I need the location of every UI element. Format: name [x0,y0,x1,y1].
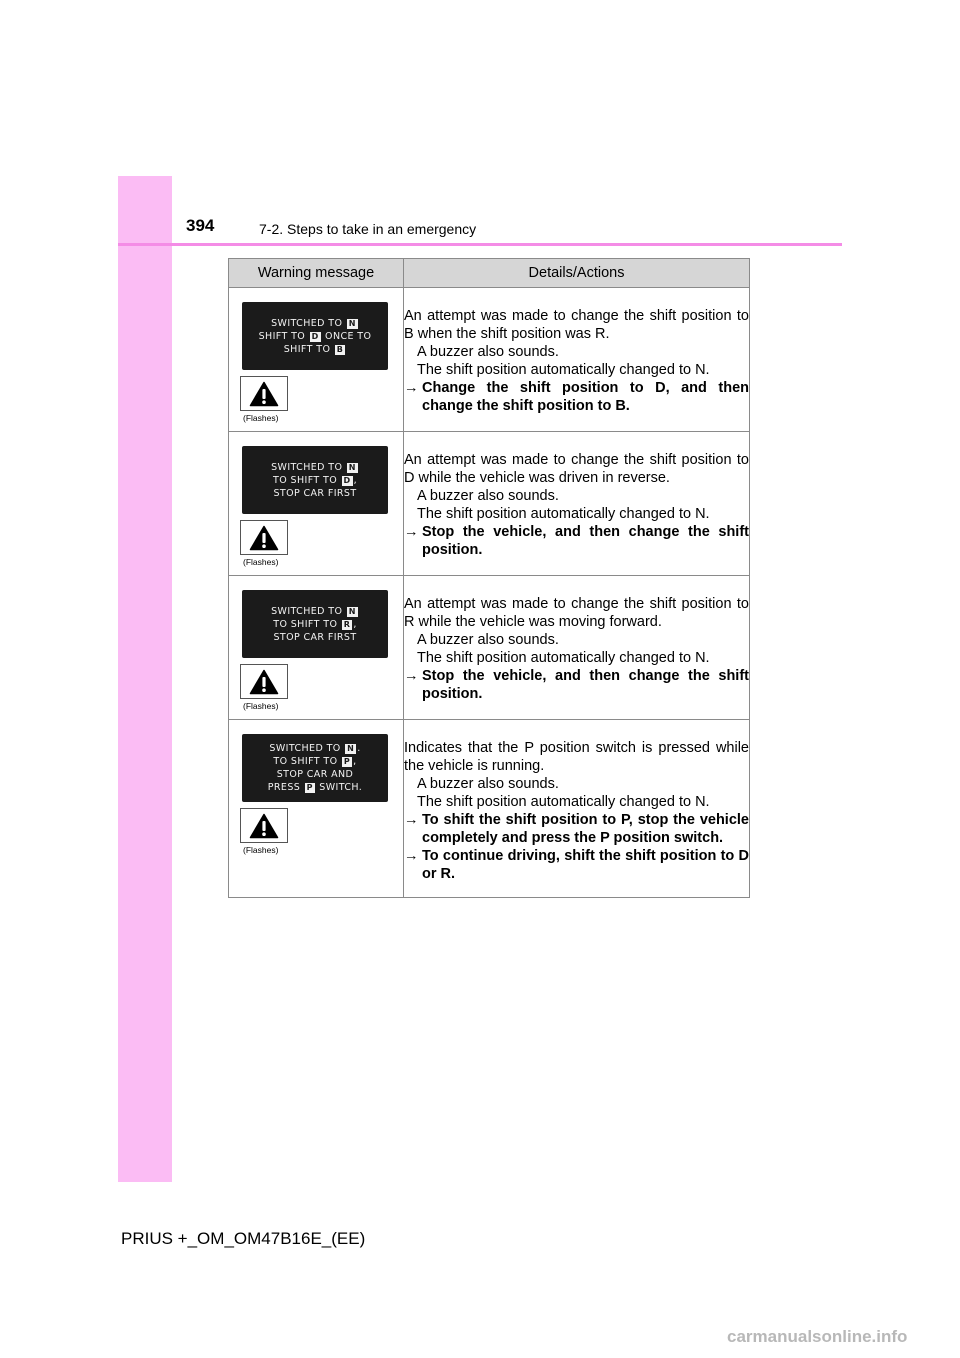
action-item [404,379,749,415]
details-text [404,451,749,559]
shift-position-box: B [336,344,344,354]
side-tab-band [118,176,172,1182]
column-header-details-actions: Details/Actions [404,259,750,288]
arrow-icon: → [404,848,419,864]
details-note: The shift position automatically changed to N. [417,506,710,522]
display-message-screen [242,446,388,514]
warning-triangle-icon [249,813,279,839]
shift-position-box: D [311,331,319,341]
screen-text: SWITCHED TO [271,605,346,617]
screen-line [271,605,359,618]
arrow-icon: → [404,524,419,540]
details-actions-cell [404,576,750,720]
warning-message-cell [229,720,404,898]
details-actions-cell [404,288,750,432]
screen-text: STOP CAR AND [276,769,354,780]
details-text [404,307,749,415]
screen-text: , [353,756,357,767]
arrow-icon: → [404,668,419,684]
shift-position-box: N [348,318,356,328]
action-item [404,523,749,559]
screen-text: SHIFT TO [283,343,334,355]
screen-text: SWITCH. [315,782,363,793]
screen-text: STOP CAR FIRST [273,631,357,643]
action-text: Stop the vehicle, and then change the shift position. [422,668,749,702]
footer-model-code: PRIUS +_OM_OM47B16E_(EE) [121,1229,366,1248]
details-note: The shift position automatically changed to N. [417,794,710,810]
table-row [229,720,750,898]
screen-line [273,618,356,631]
screen-text: , [353,474,357,486]
header-rule [118,243,842,246]
details-note: The shift position automatically changed to N. [417,650,710,666]
screen-text: TO SHIFT TO [273,474,341,486]
screen-line [268,781,362,794]
warning-triangle-icon [249,381,279,407]
screen-line [273,487,356,500]
shift-position-box: N [348,462,356,472]
page-number: 394 [186,216,215,235]
screen-line [271,317,359,330]
action-text: To shift the shift position to P, stop the vehicle completely and press the P position switch. [422,812,749,846]
warning-message-cell [229,432,404,576]
screen-line [271,461,359,474]
screen-text: , [353,618,357,630]
display-message-screen [242,302,388,370]
warning-message-cell [229,576,404,720]
details-text [404,739,749,883]
table-header-row [229,259,750,288]
details-actions-cell [404,432,750,576]
shift-position-box: D [343,475,351,485]
details-actions-cell [404,720,750,898]
screen-line [269,742,360,755]
warning-triangle-icon [249,525,279,551]
display-message-screen [242,590,388,658]
details-note: A buzzer also sounds. [417,344,559,360]
screen-text: STOP CAR FIRST [273,487,357,499]
shift-position-box: N [348,606,356,616]
table-body [229,288,750,898]
screen-text: SWITCHED TO [269,743,345,754]
flashes-label: (Flashes) [243,845,279,855]
action-item [404,847,749,883]
details-description: An attempt was made to change the shift position to B when the shift position was R. [404,308,749,342]
action-item [404,811,749,847]
screen-line [277,768,354,781]
master-warning-icon [240,376,288,411]
action-text: Change the shift position to D, and then change the shift position to B. [422,380,749,414]
display-message-screen [242,734,388,802]
details-description: An attempt was made to change the shift position to R while the vehicle was moving forward. [404,596,749,630]
screen-line [273,755,356,768]
details-note: The shift position automatically changed to N. [417,362,710,378]
warning-message-table [228,258,750,898]
table-row [229,432,750,576]
screen-line [273,631,356,644]
master-warning-icon [240,520,288,555]
shift-position-box: P [306,783,313,792]
master-warning-icon [240,664,288,699]
screen-line [284,343,347,356]
action-item [404,667,749,703]
screen-text: SWITCHED TO [271,461,346,473]
table-row [229,288,750,432]
column-header-warning-message: Warning message [229,259,404,288]
shift-position-box: P [343,757,351,766]
screen-text: TO SHIFT TO [273,618,341,630]
flashes-label: (Flashes) [243,701,279,711]
shift-position-box: N [347,744,355,753]
screen-text: SHIFT TO [258,330,309,342]
watermark: carmanualsonline.info [727,1327,908,1346]
shift-position-box: R [343,619,351,629]
table-row [229,576,750,720]
screen-line [273,474,357,487]
flashes-label: (Flashes) [243,413,279,423]
details-note: A buzzer also sounds. [417,776,559,792]
action-text: To continue driving, shift the shift position to D or R. [422,848,749,882]
screen-text: TO SHIFT TO [273,756,341,767]
screen-text: SWITCHED TO [271,317,346,329]
warning-triangle-icon [249,669,279,695]
screen-text: ONCE TO [321,330,372,342]
arrow-icon: → [404,812,419,828]
details-text [404,595,749,703]
section-title: 7-2. Steps to take in an emergency [259,221,477,237]
details-description: An attempt was made to change the shift position to D while the vehicle was driven in reverse. [404,452,749,486]
master-warning-icon [240,808,288,843]
arrow-icon: → [404,380,419,396]
screen-text: PRESS [267,782,304,793]
screen-line [259,330,372,343]
warning-message-cell [229,288,404,432]
details-note: A buzzer also sounds. [417,488,559,504]
screen-text: . [357,743,361,754]
action-text: Stop the vehicle, and then change the shift position. [422,524,749,558]
flashes-label: (Flashes) [243,557,279,567]
details-description: Indicates that the P position switch is pressed while the vehicle is running. [404,740,749,774]
details-note: A buzzer also sounds. [417,632,559,648]
